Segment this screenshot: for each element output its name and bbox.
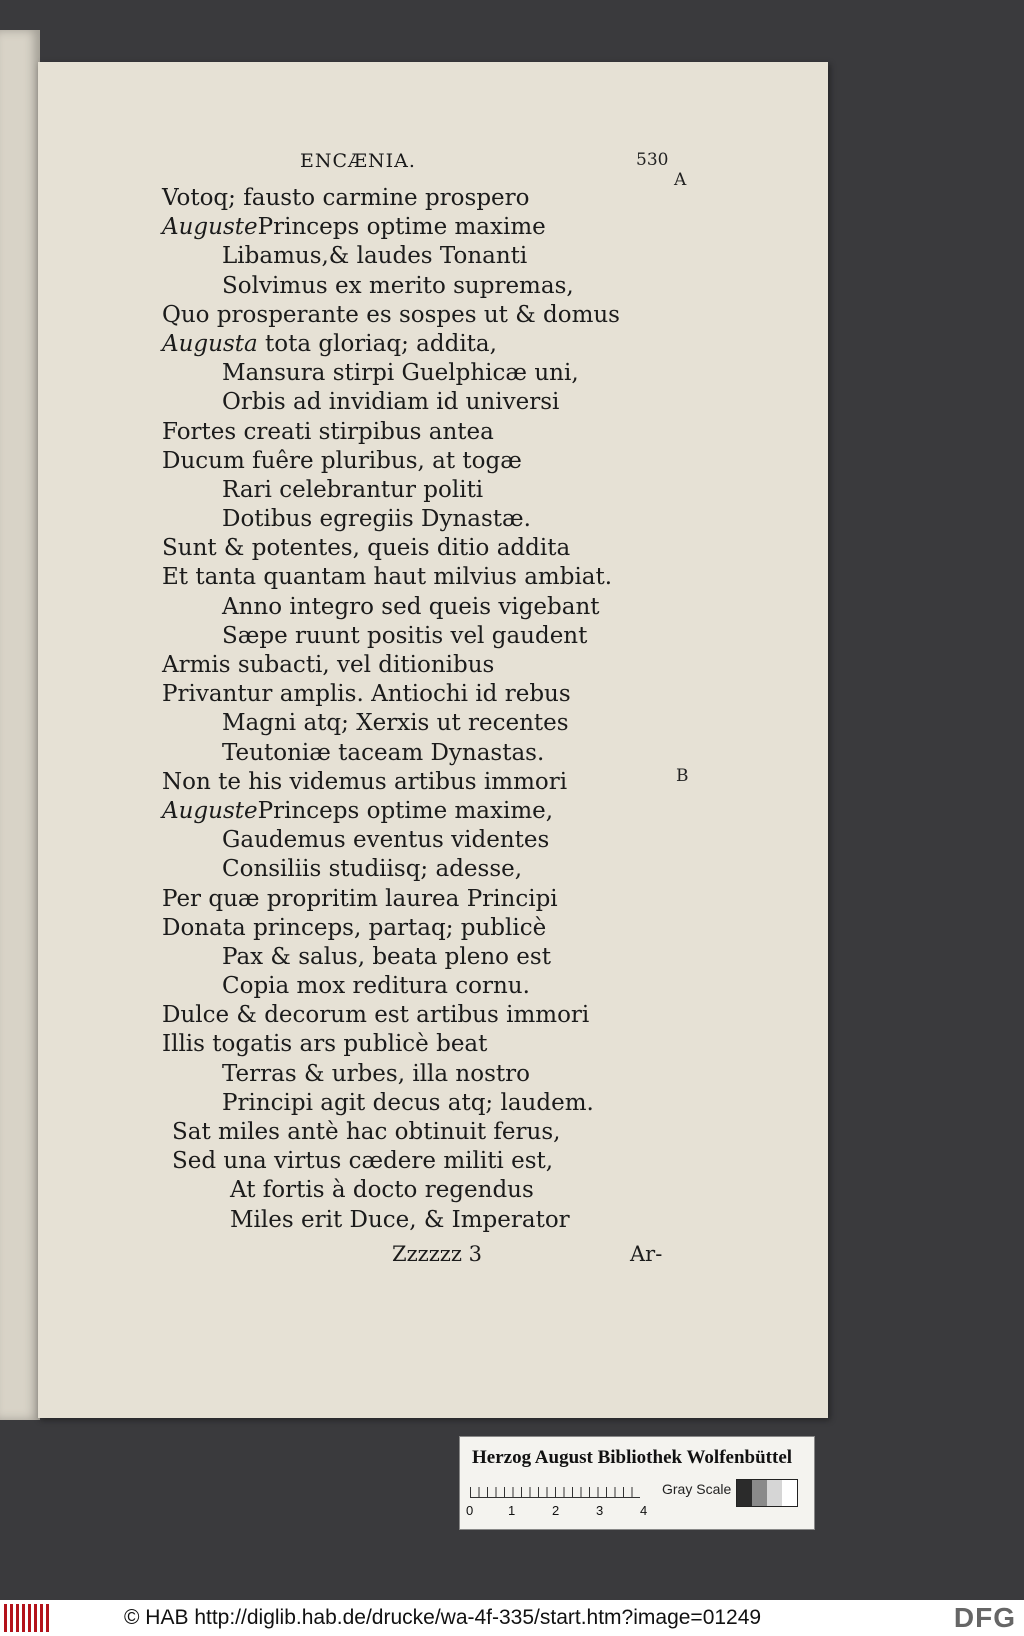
verse-line-text: Et tanta quantam haut milvius ambiat.: [162, 564, 613, 591]
verse-line: [162, 651, 722, 680]
verse-line: [162, 447, 722, 476]
verse-line: [162, 1176, 722, 1205]
gray-scale-card: [459, 1436, 815, 1530]
verse-line-text: Terras & urbes, illa nostro: [222, 1060, 530, 1087]
verse-line-text: Orbis ad invidiam id universi: [222, 389, 560, 416]
verse-line-text: Rari celebrantur politi: [222, 476, 484, 503]
verse-line: [162, 797, 722, 826]
verse-line: [162, 213, 722, 242]
hab-logo-icon: [4, 1604, 50, 1632]
ruler-number: 3: [596, 1503, 604, 1518]
verse-line-text: Sunt & potentes, queis ditio addita: [162, 535, 571, 562]
running-head: ENCÆNIA.: [300, 150, 416, 172]
verse-line-text: Sæpe ruunt positis vel gaudent: [222, 622, 588, 649]
verse-line: [162, 1030, 722, 1059]
margin-mark-b: B: [676, 766, 689, 786]
italic-name: Augusta: [162, 330, 258, 357]
verse-line: [162, 534, 722, 563]
verse-line: [162, 914, 722, 943]
footer-bar: [0, 1600, 1024, 1636]
italic-name: Auguste: [162, 797, 258, 824]
verse-line-text: Illis togatis ars publicè beat: [162, 1031, 488, 1058]
verse-line: [162, 768, 722, 797]
verse-line-text: Ducum fuêre pluribus, at togæ: [162, 447, 522, 474]
verse-line: [162, 1089, 722, 1118]
verse-line-text: Libamus,& laudes Tonanti: [222, 243, 528, 270]
verse-line: [162, 885, 722, 914]
verse-line-text: Anno integro sed queis vigebant: [222, 593, 600, 620]
verse-line: [162, 476, 722, 505]
verse-line: [162, 680, 722, 709]
verse-line: [162, 184, 722, 213]
verse-line-text: Non te his videmus artibus immori: [162, 768, 568, 795]
verse-line-text: Privantur amplis. Antiochi id rebus: [162, 681, 571, 708]
verse-line-text: Sed una virtus cædere militi est,: [172, 1148, 554, 1175]
verse-text: [162, 184, 722, 1235]
copyright-url[interactable]: © HAB http://diglib.hab.de/drucke/wa-4f-335/start.htm?image=01249: [124, 1606, 762, 1629]
verse-line-text: Solvimus ex merito supremas,: [222, 272, 574, 299]
verse-line-text: Dotibus egregiis Dynastæ.: [222, 506, 531, 533]
verse-line: [162, 972, 722, 1001]
verse-line-text: Dulce & decorum est artibus immori: [162, 1002, 590, 1029]
verse-line-text: Principi agit decus atq; laudem.: [222, 1089, 594, 1116]
verse-line: [162, 826, 722, 855]
margin-mark-a: A: [674, 170, 687, 190]
gray-scale-label: Gray Scale: [662, 1481, 732, 1497]
gray-swatch-cell: [767, 1480, 782, 1506]
verse-line-text: Votoq; fausto carmine prospero: [162, 185, 530, 211]
verse-line-text: Mansura stirpi Guelphicæ uni,: [222, 360, 579, 387]
verse-line-text: Miles erit Duce, & Imperator: [230, 1206, 570, 1233]
dfg-logo: DFG: [953, 1602, 1016, 1633]
verse-line: [162, 505, 722, 534]
verse-line: [162, 593, 722, 622]
verse-line: [162, 739, 722, 768]
verse-line: [162, 855, 722, 884]
verse-line-text: Armis subacti, vel ditionibus: [162, 652, 495, 678]
verse-line: [162, 563, 722, 592]
gray-swatch-cell: [737, 1480, 752, 1506]
verse-line-text: Sat miles antè hac obtinuit ferus,: [172, 1119, 561, 1145]
verse-line: [162, 622, 722, 651]
verse-line: [162, 1060, 722, 1089]
verse-line-text: Gaudemus eventus videntes: [222, 827, 550, 854]
verse-line-text: Donata princeps, partaq; publicè: [162, 914, 547, 941]
verse-line: [162, 1147, 722, 1176]
verse-line: [162, 242, 722, 271]
verse-line: [162, 359, 722, 388]
gray-swatch-cell: [782, 1480, 797, 1506]
verse-line-text: Pax & salus, beata pleno est: [222, 943, 551, 970]
verse-line-text: Fortes creati stirpibus antea: [162, 418, 494, 445]
verse-line-text: Per quæ propritim laurea Principi: [162, 885, 558, 912]
verse-line-text: Magni atq; Xerxis ut recentes: [222, 710, 569, 737]
page-number: 530: [636, 150, 669, 170]
verse-line: [162, 418, 722, 447]
verse-line-text: Princeps optime maxime,: [257, 797, 554, 824]
italic-name: Auguste: [162, 214, 258, 241]
verse-line: [162, 272, 722, 301]
verse-line-text: Copia mox reditura cornu.: [222, 973, 530, 1000]
gray-swatch-cell: [752, 1480, 767, 1506]
signature-mark: Zzzzzz 3: [392, 1242, 482, 1266]
ruler-number: 0: [466, 1503, 474, 1518]
verse-line-text: Quo prosperante es sospes ut & domus: [162, 301, 620, 328]
verse-line-text: At fortis à docto regendus: [230, 1177, 534, 1204]
verse-line: [162, 1001, 722, 1030]
verse-line-text: Princeps optime maxime: [257, 214, 546, 241]
verse-line: [162, 943, 722, 972]
verse-line: [162, 709, 722, 738]
verse-line: [162, 388, 722, 417]
ruler-number: 1: [508, 1503, 516, 1518]
verse-line: [162, 330, 722, 359]
ruler-number: 2: [552, 1503, 560, 1518]
measurement-ruler: [470, 1479, 640, 1498]
verse-line-text: Teutoniæ taceam Dynastas.: [222, 739, 545, 766]
verse-line-text: tota gloriaq; addita,: [257, 330, 497, 357]
catchword: Ar-: [630, 1242, 663, 1266]
verse-line-text: Consiliis studiisq; adesse,: [222, 856, 523, 883]
ruler-number: 4: [640, 1503, 648, 1518]
verse-line: [162, 301, 722, 330]
verse-line: [162, 1206, 722, 1235]
library-name: Herzog August Bibliothek Wolfenbüttel: [472, 1447, 793, 1468]
gray-swatch: [736, 1479, 798, 1507]
verse-line: [162, 1118, 722, 1147]
facing-page-edge: [0, 30, 40, 1420]
